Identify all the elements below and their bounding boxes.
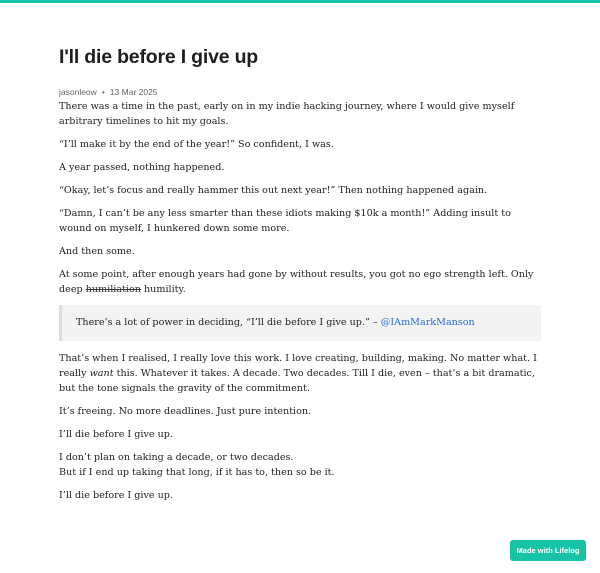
paragraph: It’s freeing. No more deadlines. Just pure intention.: [59, 406, 312, 417]
strikethrough-text: humiliation: [85, 284, 141, 295]
paragraph: [59, 450, 541, 480]
emphasis-text: want: [89, 368, 114, 379]
paragraph: I’ll die before I give up.: [59, 490, 173, 501]
top-accent-bar: [0, 0, 600, 3]
paragraph: “Okay, let’s focus and really hammer this out next year!” Then nothing happened again.: [59, 185, 488, 196]
paragraph: “Damn, I can’t be any less smarter than these idiots making $10k a month!” Adding insult to wound on myself, I hunkered down some more.: [59, 208, 511, 234]
paragraph: A year passed, nothing happened.: [59, 162, 225, 173]
text: At some point, after enough years had gone by without results, you got no ego strength left. Only deep: [59, 269, 534, 295]
paragraph: And then some.: [59, 246, 135, 257]
quote-author-link[interactable]: @IAmMarkManson: [380, 317, 475, 328]
paragraph: I’ll die before I give up.: [59, 429, 173, 440]
text: That’s when I realised, I really love this work. I love creating, building, making. No matter what. I really: [59, 353, 537, 379]
blockquote: [59, 305, 541, 341]
made-with-lifelog-button[interactable]: Made with Lifelog: [510, 540, 586, 561]
page-title: I'll die before I give up: [59, 46, 259, 68]
paragraph: [59, 351, 541, 396]
post-meta: [59, 87, 541, 97]
post-date: 13 Mar 2025: [109, 87, 158, 97]
separator: •: [101, 87, 105, 97]
post: [59, 46, 541, 511]
paragraph: There was a time in the past, early on in my indie hacking journey, where I would give myself arbitrary timelines to hit my goals.: [59, 101, 515, 127]
text: this. Whatever it takes. A decade. Two decades. Till I die, even – that’s a bit dramatic, but the tone signals the gravity of the commitment.: [59, 368, 535, 394]
author-link[interactable]: jasonleow: [59, 87, 97, 97]
text: But if I end up taking that long, if it has to, then so be it.: [59, 467, 335, 478]
text: humility.: [140, 284, 186, 295]
paragraph: [59, 267, 541, 297]
paragraph: “I’ll make it by the end of the year!” So confident, I was.: [59, 139, 334, 150]
text: I don’t plan on taking a decade, or two decades.: [59, 452, 294, 463]
quote-text: There’s a lot of power in deciding, “I’ll die before I give up.” –: [76, 317, 381, 328]
